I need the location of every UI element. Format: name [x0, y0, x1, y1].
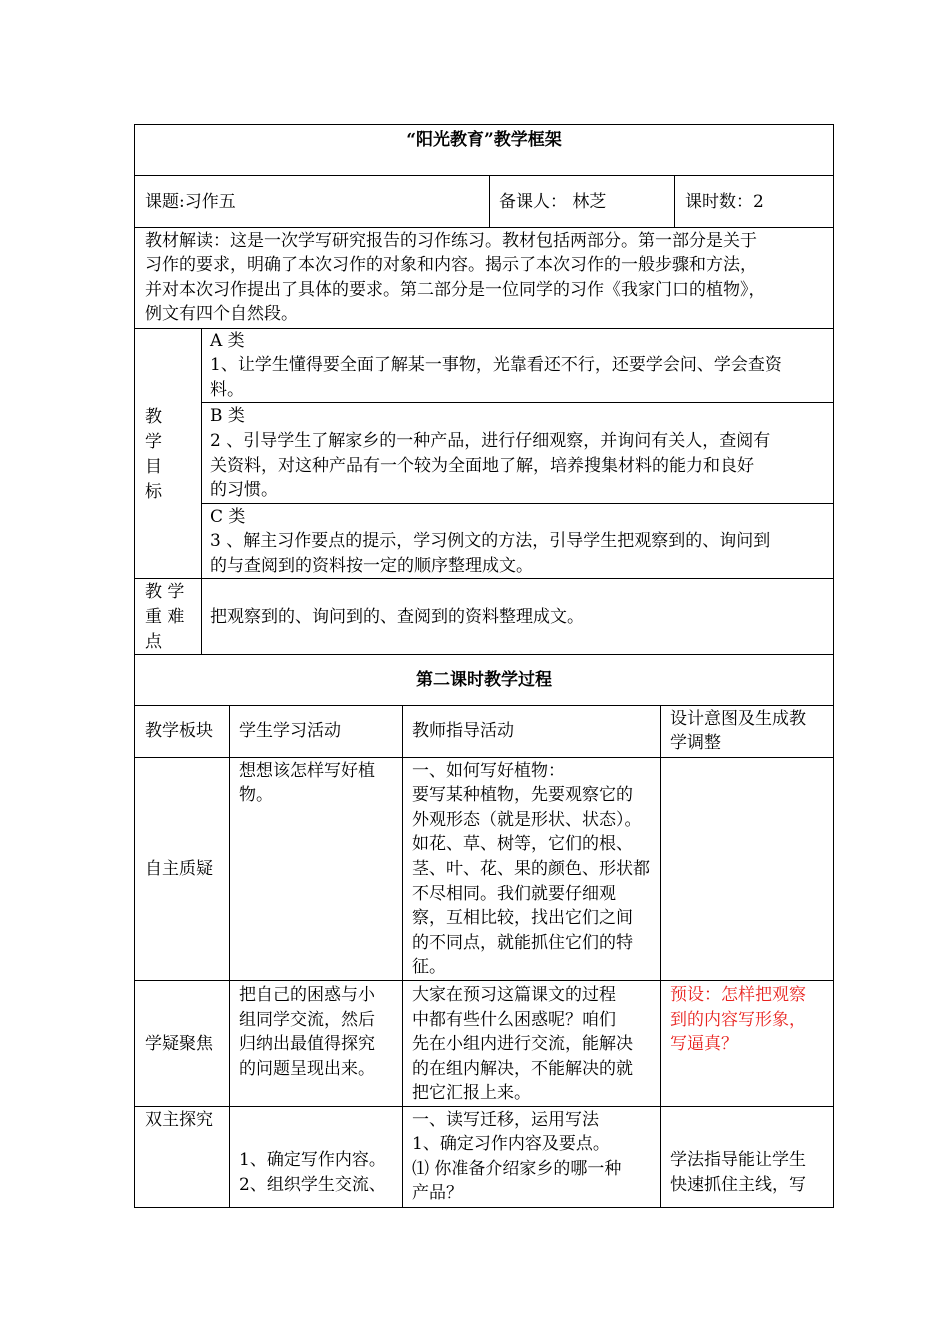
student-activity: 把自己的困惑与小 — [239, 985, 375, 1005]
teacher-activity: 征。 — [412, 957, 446, 977]
objective-c-line: 的与查阅到的资料按一定的顺序整理成文。 — [210, 556, 533, 576]
student-activity: 组同学交流，然后 — [239, 1010, 375, 1030]
teacher-activity: 1、确定习作内容及要点。 — [412, 1134, 610, 1154]
teacher-activity: 如花、草、树等，它们的根、 — [412, 834, 633, 854]
material-line: 教材解读：这是一次学写研究报告的习作练习。教材包括两部分。第一部分是关于 — [145, 231, 757, 251]
student-activity: 物。 — [239, 785, 273, 805]
header-design: 设计意图及生成教 — [670, 709, 806, 729]
preparer-label: 备课人： 林芝 — [499, 192, 607, 212]
objective-b-line: 2 、引导学生了解家乡的一种产品，进行仔细观察，并询问有关人，查阅有 — [210, 431, 771, 451]
teacher-activity: 产品？ — [412, 1183, 463, 1203]
periods-label: 课时数：2 — [685, 192, 764, 212]
student-activity: 想想该怎样写好植 — [239, 761, 375, 781]
row-block-label: 学疑聚焦 — [145, 1034, 213, 1054]
teacher-activity: 的在组内解决，不能解决的就 — [412, 1059, 633, 1079]
topic-label: 课题:习作五 — [145, 192, 236, 212]
teacher-activity: 一、如何写好植物： — [412, 761, 565, 781]
header-teacher: 教师指导活动 — [412, 721, 514, 741]
lesson-plan-page: “阳光教育”教学框架 课题:习作五 备课人： 林芝 课时数：2 教材解读：这是一次学写研究报告的习作练习。教材包括两部分。第一部分是关于 习作的要求，明确了本次习作的对象和内容。揭示了本次习作的一般步骤和方法， 并对本次习作提出了具体的要求。第二部分是一位同学的习作《我家门口的植物》， 例文有四个自然段。 教 学 目 标 A 类 1、让学生懂得要全面了解某一事物，光靠看还不行，还要学会问、学会查资 料。 B 类 2 、引导学生了解家乡的一种产品，进行仔细观察，并询问有关人，查阅有 关资料，对这种产品有一个较为全面地了解，培养搜集材料的能力和良好 的习惯。 C 类 3 、解主习作要点的提示，学习例文的方法，引导学生把观察到的、询问到 的与查阅到的资料按一定的顺序整理成文。 教 学 重 难 点 把观察到的、询问到的、查阅到的资料整理成文。 第二课时教学过程 教学板块 学生学习活动 教师指导活动 设计意图及生成教 学调整 自主质疑 想想该怎样写好植 物。 一、如何写好植物： 要写某种植物，先要观察它的 外观形态（就是形状、状态）。 如花、草、树等，它们的根、 茎、叶、花、果的颜色、形状都 不尽相同。我们就要仔细观 察，互相比较，找出它们之间 的不同点，就能抓住它们的特 征。 学疑聚焦 把自己的困惑与小 组同学交流，然后 归纳出最值得探究 的问题呈现出来。 大家在预习这篇课文的过程 中都有些什么困惑呢？咱们 先在小组内进行交流，能解决 的在组内解决，不能解决的就 把它汇报上来。 预设：怎样把观察 到的内容写形象， 写逼真？ 双主探究 1、确定写作内容。 2、组织学生交流、 一、读写迁移，运用写法 1、确定习作内容及要点。 ⑴ 你准备介绍家乡的哪一种 产品？ 学法指导能让学生 快速抓住主线，写 — [0, 0, 950, 1344]
teacher-activity: 外观形态（就是形状、状态）。 — [412, 810, 642, 830]
design-note: 到的内容写形象， — [670, 1010, 806, 1030]
header-student: 学生学习活动 — [239, 721, 341, 741]
row-block-label: 自主质疑 — [145, 859, 213, 879]
design-note: 写逼真？ — [670, 1034, 738, 1054]
difficulty-text: 把观察到的、询问到的、查阅到的资料整理成文。 — [210, 607, 584, 627]
material-line: 习作的要求，明确了本次习作的对象和内容。揭示了本次习作的一般步骤和方法， — [145, 255, 757, 275]
document-title: “阳光教育”教学框架 — [406, 130, 562, 150]
objective-c-title: C 类 — [210, 507, 246, 527]
design-note: 快速抓住主线，写 — [670, 1175, 806, 1195]
objective-b-line: 关资料，对这种产品有一个较为全面地了解，培养搜集材料的能力和良好 — [210, 456, 754, 476]
header-block: 教学板块 — [145, 721, 213, 741]
design-note: 预设：怎样把观察 — [670, 985, 806, 1005]
row-block-label: 双主探究 — [145, 1110, 213, 1130]
header-design: 学调整 — [670, 733, 721, 753]
teacher-activity: 大家在预习这篇课文的过程 — [412, 985, 616, 1005]
material-line: 并对本次习作提出了具体的要求。第二部分是一位同学的习作《我家门口的植物》， — [145, 280, 766, 300]
student-activity: 归纳出最值得探究 — [239, 1034, 375, 1054]
teacher-activity: 不尽相同。我们就要仔细观 — [412, 884, 616, 904]
teacher-activity: ⑴ 你准备介绍家乡的哪一种 — [412, 1159, 622, 1179]
teacher-activity: 的不同点，就能抓住它们的特 — [412, 933, 633, 953]
student-activity: 1、确定写作内容。 — [239, 1150, 386, 1170]
objective-c-line: 3 、解主习作要点的提示，学习例文的方法，引导学生把观察到的、询问到 — [210, 531, 771, 551]
objective-a-line: 1、让学生懂得要全面了解某一事物，光靠看还不行，还要学会问、学会查资 — [210, 355, 782, 375]
teacher-activity: 茎、叶、花、果的颜色、形状都 — [412, 859, 650, 879]
teacher-activity: 先在小组内进行交流，能解决 — [412, 1034, 633, 1054]
objective-a-title: A 类 — [210, 331, 245, 351]
objective-b-line: 的习惯。 — [210, 480, 278, 500]
process-title: 第二课时教学过程 — [416, 670, 552, 690]
objective-a-line: 料。 — [210, 380, 244, 400]
teacher-activity: 一、读写迁移，运用写法 — [412, 1110, 599, 1130]
teacher-activity: 要写某种植物，先要观察它的 — [412, 785, 633, 805]
objective-b-title: B 类 — [210, 406, 245, 426]
student-activity: 2、组织学生交流、 — [239, 1175, 386, 1195]
student-activity: 的问题呈现出来。 — [239, 1059, 375, 1079]
teacher-activity: 中都有些什么困惑呢？咱们 — [412, 1010, 616, 1030]
material-line: 例文有四个自然段。 — [145, 304, 298, 324]
teacher-activity: 把它汇报上来。 — [412, 1083, 531, 1103]
teacher-activity: 察，互相比较，找出它们之间 — [412, 908, 633, 928]
design-note: 学法指导能让学生 — [670, 1150, 806, 1170]
